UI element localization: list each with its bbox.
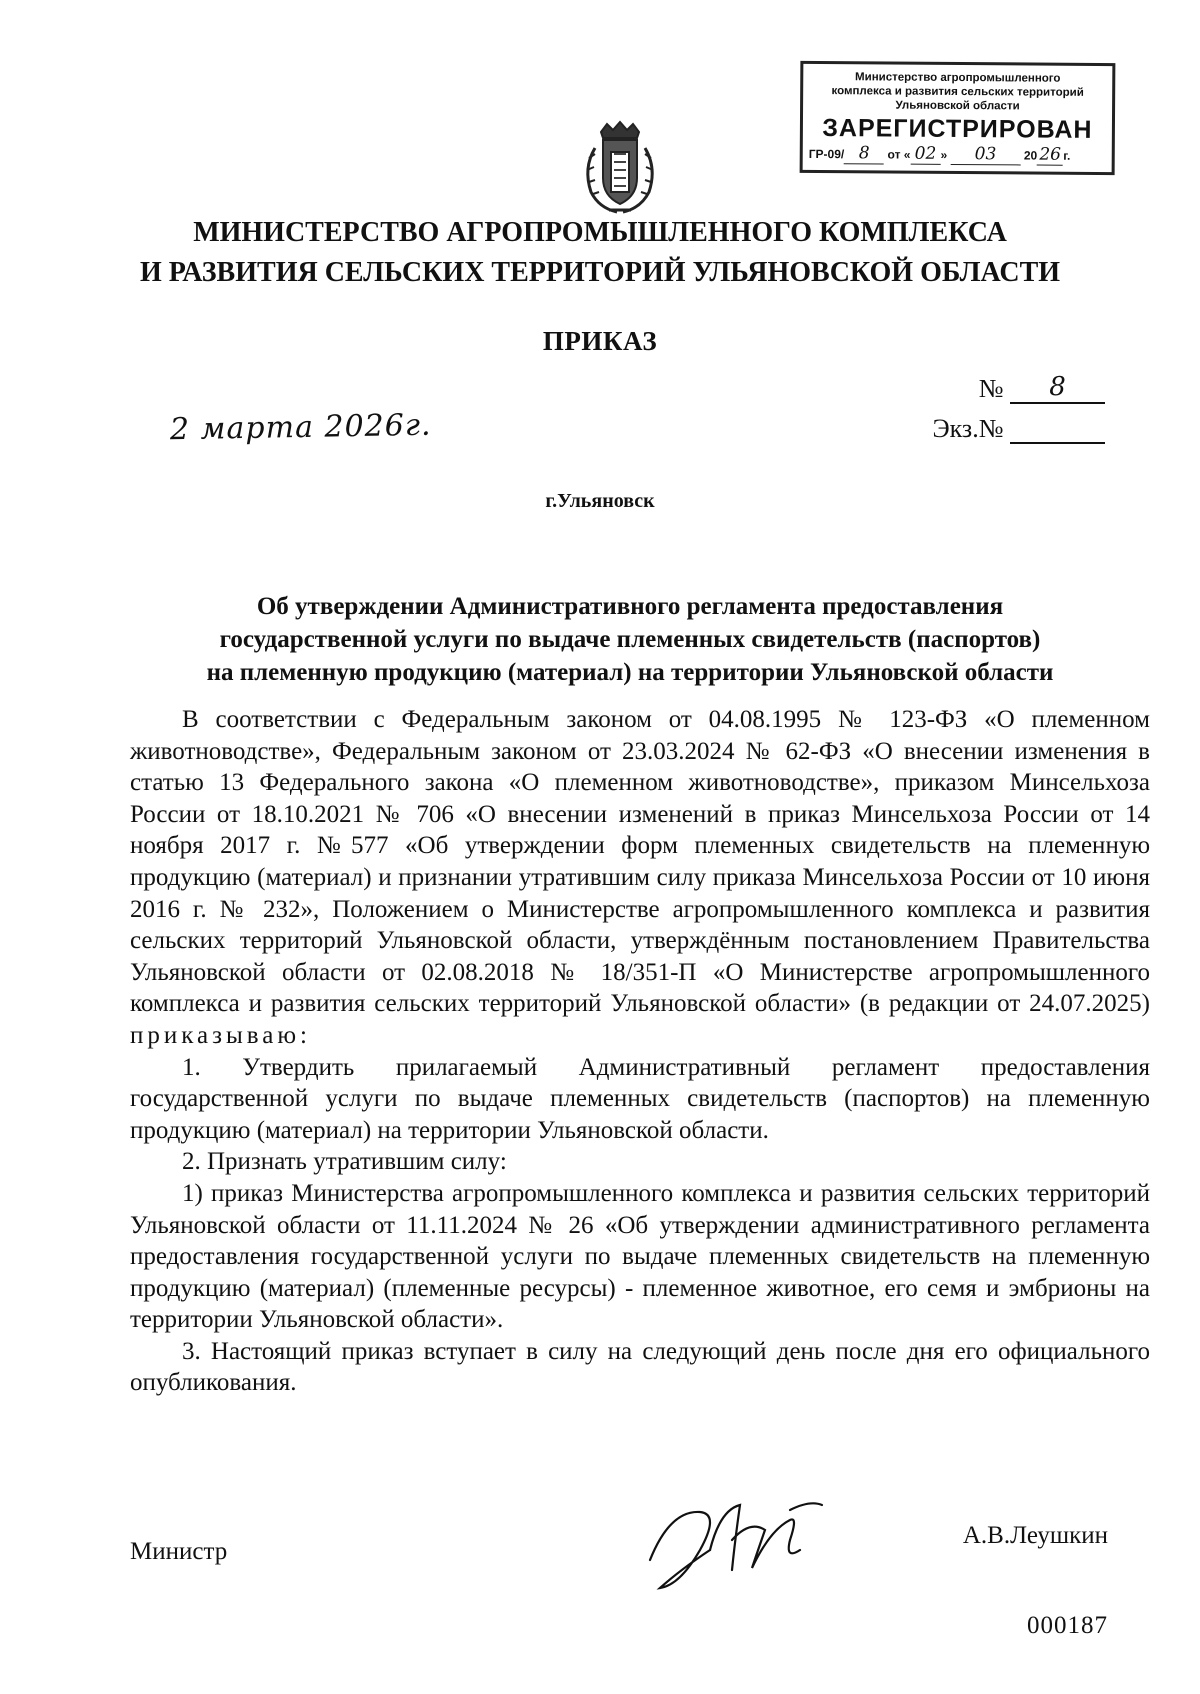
- preamble-paragraph: [130, 704, 1150, 1052]
- serial-number: 000187: [1027, 1612, 1108, 1639]
- subject-line1: Об утверждении Административного регламента предоставления: [256, 593, 1004, 620]
- order-body: [130, 704, 1150, 1399]
- ministry-name-line1: МИНИСТЕРСТВО АГРОПРОМЫШЛЕННОГО КОМПЛЕКСА: [193, 217, 1007, 248]
- order-word: приказываю:: [130, 1021, 311, 1049]
- stamp-year-suffix: 26: [1037, 145, 1063, 166]
- stamp-year-prefix: 20: [1023, 148, 1038, 163]
- handwritten-signature-icon: [640, 1490, 830, 1600]
- order-subject: [110, 590, 1150, 689]
- stamp-from-label: от «: [887, 147, 911, 162]
- stamp-day-close: »: [940, 147, 948, 162]
- document-kind: ПРИКАЗ: [542, 326, 658, 356]
- item-2: 2. Признать утратившим силу:: [182, 1148, 507, 1176]
- signer-position: Министр: [130, 1538, 228, 1565]
- subject-line2: государственной услуги по выдаче племенных свидетельств (паспортов): [219, 626, 1041, 653]
- stamp-day: 02: [910, 144, 940, 165]
- stamp-year-end: г.: [1063, 148, 1071, 163]
- copy-label: Экз.№: [932, 414, 1004, 443]
- stamp-status: ЗАРЕГИСТРИРОВАН: [822, 114, 1093, 144]
- stamp-month: 03: [950, 144, 1020, 165]
- number-label: №: [978, 374, 1004, 403]
- stamp-reg-prefix: ГР-09/: [808, 146, 845, 162]
- item-3: 3. Настоящий приказ вступает в силу на следующий день после дня его официального опубликования.: [130, 1337, 1150, 1397]
- city: г.Ульяновск: [545, 490, 655, 512]
- ministry-name-line2: И РАЗВИТИЯ СЕЛЬСКИХ ТЕРРИТОРИЙ УЛЬЯНОВСКОЙ ОБЛАСТИ: [139, 257, 1061, 288]
- subject-line3: на племенную продукцию (материал) на территории Ульяновской области: [206, 659, 1054, 686]
- item-2-1: 1) приказ Министерства агропромышленного комплекса и развития сельских территорий Ульяновской области от 11.11.2024 № 26 «Об утверждении административного регламента предоставления государственной услуги по выдаче племенных свидетельств на племенную продукцию (материал) (племенные ресурсы) - племенное животное, его семя и эмбрионы на территории Ульяновской области».: [130, 1179, 1150, 1334]
- stamp-org-line2: комплекса и развития сельских территорий: [831, 85, 1084, 99]
- signer-name: А.В.Леушкин: [962, 1522, 1108, 1549]
- copy-number-value: [1010, 412, 1105, 444]
- stamp-org-line1: Министерство агропромышленного: [855, 71, 1061, 85]
- order-number-value: 8: [1010, 372, 1105, 404]
- order-number-row: [979, 372, 1105, 404]
- preamble-text: В соответствии с Федеральным законом от 04.08.1995 № 123-ФЗ «О племенном животноводстве», Федеральным законом от 23.03.2024 № 62-ФЗ «О внесении изменения в статью 13 Федерального закона «О племенном животноводстве», приказом Минсельхоза России от 18.10.2021 № 706 «О внесении изменений в приказ Минсельхоза России от 14 ноября 2017 г. №577 «Об утверждении форм племенных свидетельств на племенную продукцию (материал) и признании утратившим силу приказа Минсельхоза России от 10 июня 2016 г. № 232», Положением о Министерстве агропромышленного комплекса и развития сельских территорий Ульяновской области, утверждённым постановлением Правительства Ульяновской области от 02.08.2018 № 18/351-П «О Министерстве агропромышленного комплекса и развития сельских территорий Ульяновской области» (в редакции от 24.07.2025): [130, 706, 1150, 1018]
- handwritten-date: 2 марта 2026г.: [169, 407, 432, 448]
- stamp-org-line3: Ульяновской области: [895, 99, 1020, 113]
- copy-number-row: [932, 412, 1105, 444]
- stamp-organization: [803, 70, 1112, 114]
- registration-stamp: [800, 61, 1116, 175]
- item-1: 1. Утвердить прилагаемый Административный регламент предоставления государственной услуги по выдаче племенных свидетельств (паспортов) на племенную продукцию (материал) на территории Ульяновской области.: [130, 1053, 1150, 1144]
- coat-of-arms-icon: [581, 118, 659, 216]
- stamp-reg-number: 8: [844, 143, 884, 164]
- stamp-registration-line: [809, 143, 1106, 166]
